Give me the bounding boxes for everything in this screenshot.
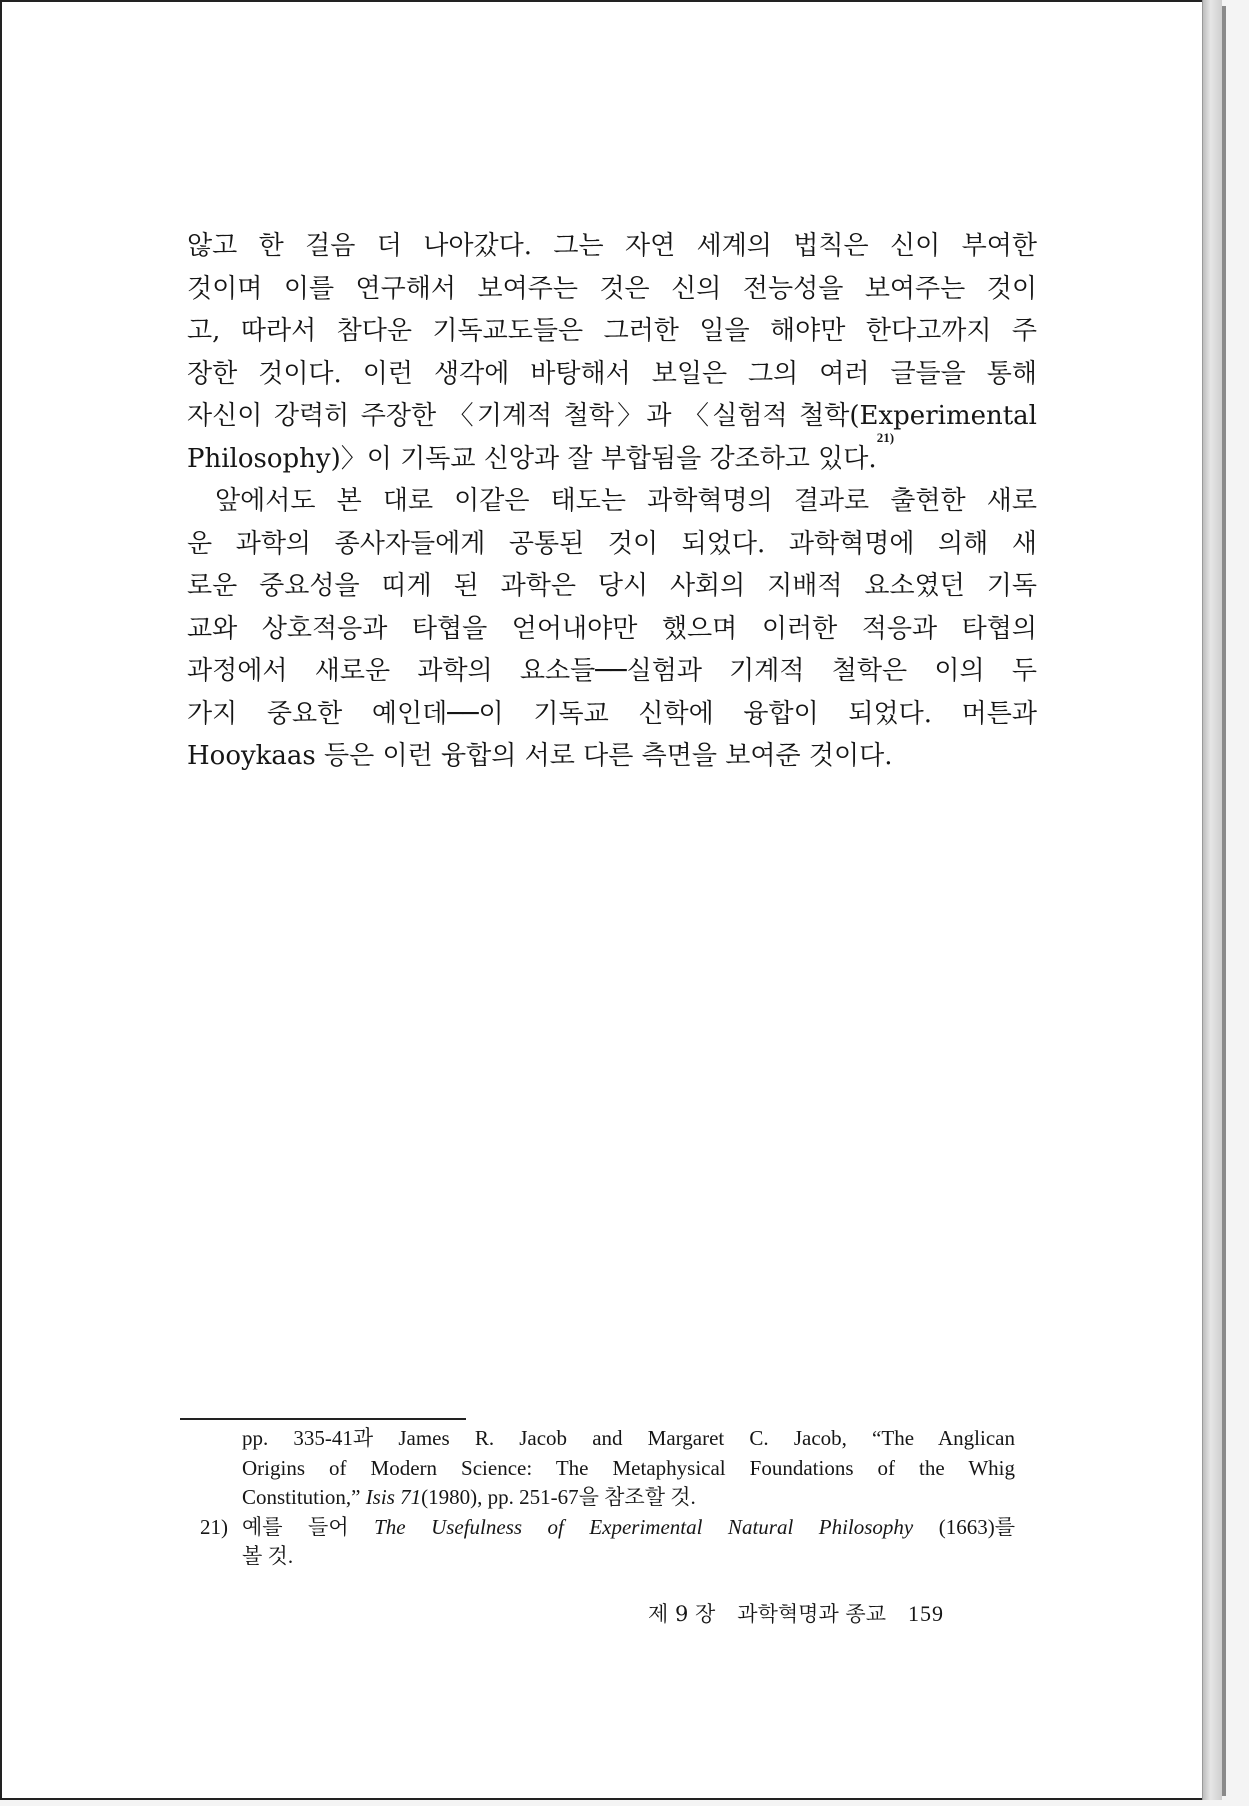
footnote-text: pp. 335-41과 James R. Jacob and Margaret C. Jacob, “The Anglican <box>242 1426 1015 1450</box>
footnote-line <box>200 1483 1015 1513</box>
body-line <box>187 225 1037 268</box>
page-edge <box>1202 0 1222 1800</box>
body-line <box>187 523 1037 566</box>
body-line-text: Philosophy)〉이 기독교 신앙과 잘 부합됨을 강조하고 있다. <box>187 443 877 474</box>
footnote-rule <box>180 1418 466 1420</box>
body-line <box>187 735 1037 778</box>
body-line <box>187 608 1037 651</box>
body-line-text: 로운 중요성을 띠게 된 과학은 당시 사회의 지배적 요소였던 기독 <box>187 571 1037 601</box>
footnote-line <box>200 1454 1015 1484</box>
body-line <box>187 565 1037 608</box>
body-line-text: 교와 상호적응과 타협을 얻어내야만 했으며 이러한 적응과 타협의 <box>187 613 1037 644</box>
footnote-text: 예를 들어 <box>242 1514 375 1539</box>
chapter-title: 과학혁명과 종교 <box>737 1602 886 1626</box>
body-line-text: 운 과학의 종사자들에게 공통된 것이 되었다. 과학혁명에 의해 새 <box>187 528 1037 559</box>
footnote-text: Constitution,” <box>242 1485 366 1509</box>
footnote-text: (1663)를 <box>913 1514 1015 1539</box>
footnote-21 <box>200 1513 1015 1543</box>
footnote-body <box>242 1513 1015 1543</box>
body-line <box>187 310 1037 353</box>
footnote-line <box>200 1424 1015 1454</box>
footnote-text: 볼 것. <box>242 1544 294 1568</box>
body-line <box>187 650 1037 693</box>
footnote-text: Origins of Modern Science: The Metaphysical Foundations of the Whig <box>242 1455 1015 1480</box>
body-line <box>187 268 1037 311</box>
body-text <box>187 225 1037 778</box>
body-line-text: 가지 중요한 예인데──이 기독교 신학에 융합이 되었다. 머튼과 <box>187 698 1037 729</box>
chapter-label: 제 9 장 <box>648 1602 716 1626</box>
body-line-text: 앞에서도 본 대로 이같은 태도는 과학혁명의 결과로 출현한 새로 <box>215 486 1037 516</box>
body-line <box>187 480 1037 523</box>
journal-title: Isis 71 <box>365 1485 422 1509</box>
body-line-text: 고, 따라서 참다운 기독교도들은 그러한 일을 해야만 한다고까지 주 <box>187 316 1037 346</box>
book-title: The Usefulness of Experimental Natural Philosophy <box>374 1514 914 1539</box>
body-line <box>187 693 1037 736</box>
body-line-text: 것이며 이를 연구해서 보여주는 것은 신의 전능성을 보여주는 것이 <box>187 273 1037 304</box>
page-edge-shadow <box>1222 6 1226 1796</box>
body-line <box>187 429 1037 481</box>
running-footer <box>648 1598 944 1628</box>
body-line-text: Hooykaas 등은 이런 융합의 서로 다른 측면을 보여준 것이다. <box>187 741 893 771</box>
footnote-number: 21) <box>200 1514 228 1539</box>
footnote-text: (1980), pp. 251-67을 참조할 것. <box>421 1485 696 1509</box>
body-line-text: 과정에서 새로운 과학의 요소들──실험과 기계적 철학은 이의 두 <box>187 656 1037 686</box>
footnote-line <box>200 1542 1015 1572</box>
body-line-text: 장한 것이다. 이런 생각에 바탕해서 보일은 그의 여러 글들을 통해 <box>187 358 1037 389</box>
footnote-reference: 21) <box>876 429 895 445</box>
body-line-text: 않고 한 걸음 더 나아갔다. 그는 자연 세계의 법칙은 신이 부여한 <box>187 231 1037 261</box>
body-line <box>187 353 1037 396</box>
body-line <box>187 395 1037 438</box>
footnotes <box>200 1424 1015 1572</box>
page-number: 159 <box>907 1601 944 1626</box>
body-line-text: 자신이 강력히 주장한 〈기계적 철학〉과 〈실험적 철학(Experimental <box>187 401 1037 431</box>
